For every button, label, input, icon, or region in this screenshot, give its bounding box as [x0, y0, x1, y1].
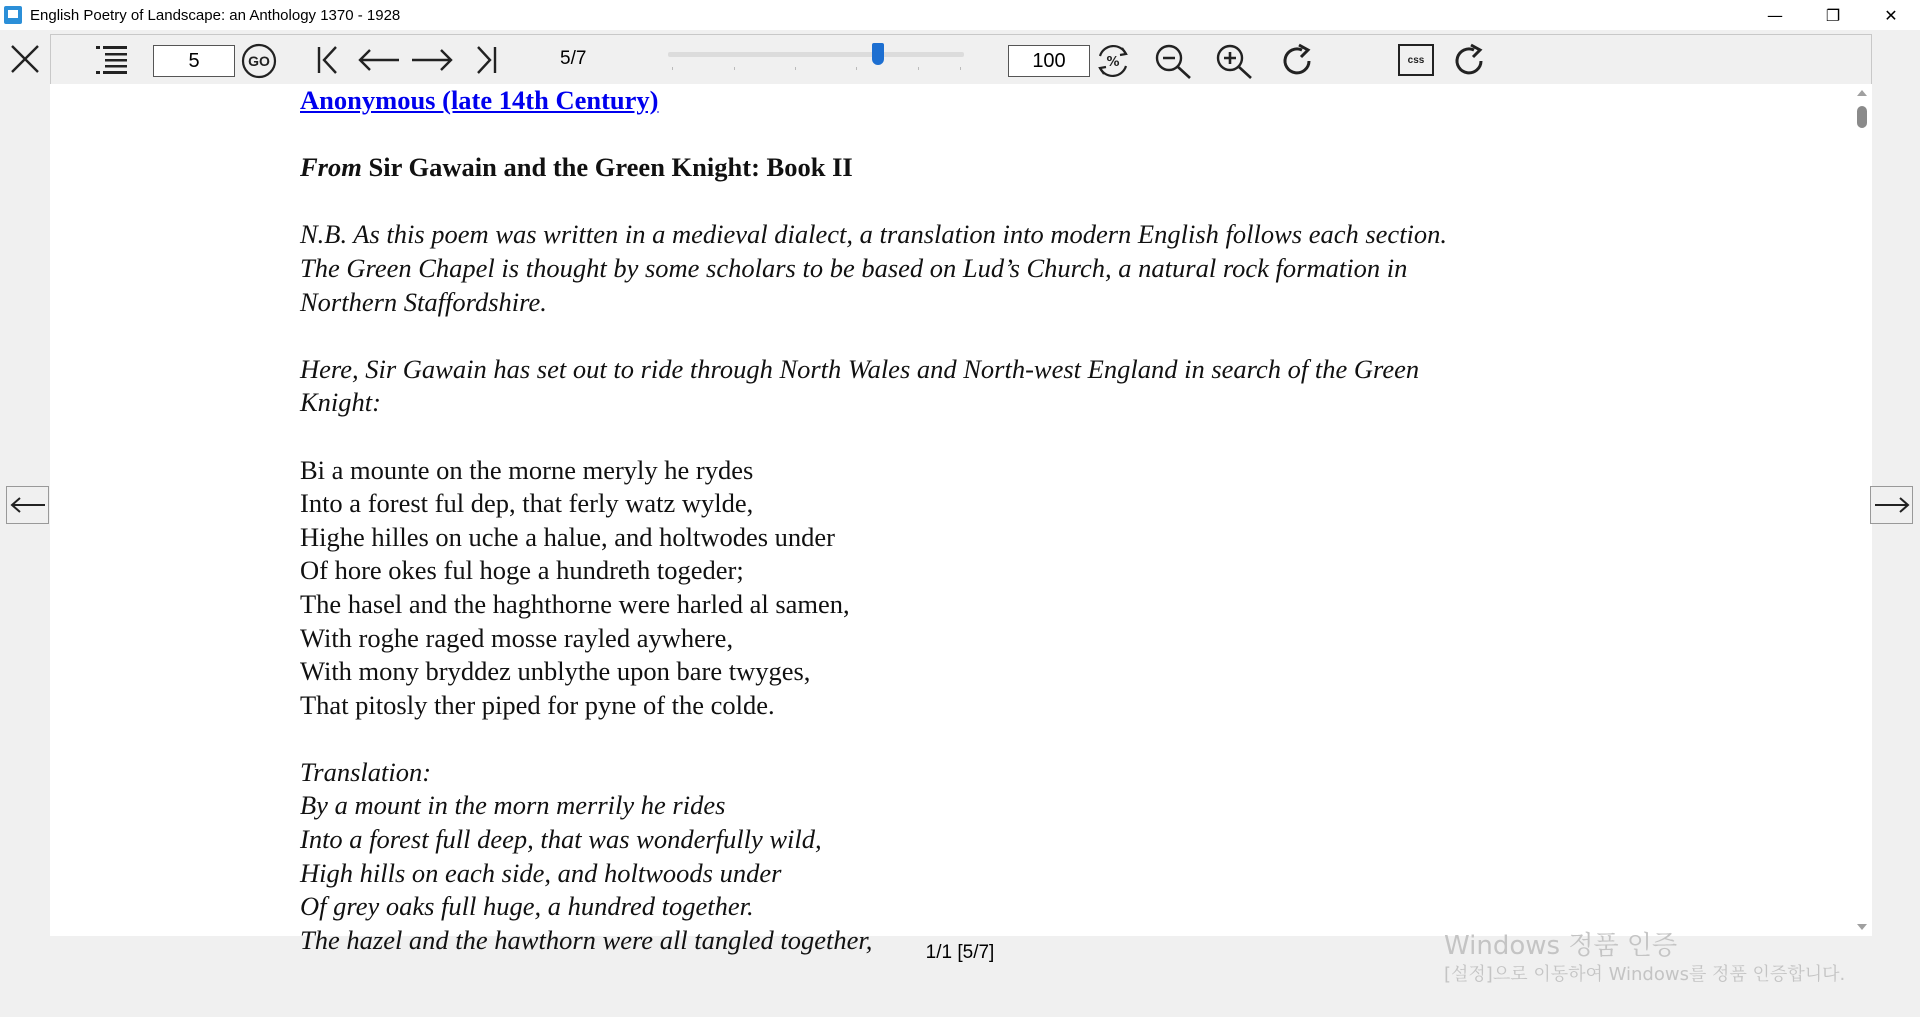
- poem-line: With roghe raged mosse rayled aywhere,: [300, 622, 734, 653]
- refresh-icon[interactable]: [1448, 42, 1490, 80]
- intro-line: Knight:: [300, 387, 381, 418]
- zoom-percent-icon[interactable]: [1093, 42, 1133, 80]
- app-icon: [4, 6, 22, 24]
- minimize-button[interactable]: —: [1767, 5, 1783, 25]
- window-title: English Poetry of Landscape: an Anthology 1370 - 1928: [30, 6, 401, 24]
- activation-watermark-title: Windows 정품 인증: [1444, 931, 1678, 961]
- next-icon[interactable]: [408, 43, 456, 77]
- rotate-icon[interactable]: [1276, 42, 1318, 80]
- poem-line: That pitosly ther piped for pyne of the colde.: [300, 689, 775, 720]
- slider-track[interactable]: [668, 52, 964, 57]
- title-bar: [0, 0, 1920, 30]
- activation-watermark-text: [설정]으로 이동하여 Windows를 정품 인증합니다.: [1444, 964, 1846, 985]
- note-line: Northern Staffordshire.: [300, 286, 547, 317]
- css-label: css: [1407, 54, 1425, 66]
- author-link[interactable]: Anonymous (late 14th Century): [300, 85, 659, 115]
- zoom-in-icon[interactable]: [1213, 42, 1255, 80]
- editor-note: [300, 218, 1630, 319]
- slider-tick: [672, 67, 673, 70]
- slider-tick: [856, 67, 857, 70]
- go-button[interactable]: [238, 43, 280, 79]
- poem-line: Of hore okes ful hoge a hundreth togeder;: [300, 555, 744, 586]
- left-arrow-icon: [9, 495, 47, 515]
- heading-title: Sir Gawain and the Green Knight: Book II: [361, 152, 853, 183]
- zoom-out-icon[interactable]: [1152, 42, 1194, 80]
- status-page-indicator: 1/1 [5/7]: [925, 942, 995, 963]
- toc-icon[interactable]: [92, 42, 132, 78]
- translation-line: The hazel and the hawthorn were all tangled together,: [300, 924, 873, 955]
- intro-line: Here, Sir Gawain has set out to ride through North Wales and North-west England in search of the Green: [300, 353, 1420, 384]
- poem-line: With mony bryddez unblythe upon bare twyges,: [300, 656, 811, 687]
- poem-line: The hasel and the haghthorne were harled al samen,: [300, 588, 850, 619]
- note-line: The Green Chapel is thought by some scholars to be based on Lud’s Church, a natural rock formation in: [300, 252, 1408, 283]
- css-button[interactable]: [1398, 44, 1434, 76]
- toolbar: [0, 34, 1920, 84]
- svg-text:%: %: [1106, 55, 1120, 70]
- prev-icon[interactable]: [355, 43, 403, 77]
- document-text: [300, 84, 1630, 957]
- go-label: GO: [248, 53, 270, 69]
- translation-line: Into a forest full deep, that was wonderfully wild,: [300, 824, 822, 855]
- prev-page-button[interactable]: [6, 486, 49, 524]
- slider-tick: [918, 67, 919, 70]
- next-page-button[interactable]: [1870, 486, 1913, 524]
- scroll-thumb[interactable]: [1857, 106, 1867, 128]
- slider-tick: [960, 67, 961, 70]
- slider-thumb[interactable]: [872, 43, 884, 65]
- note-line: N.B. As this poem was written in a medieval dialect, a translation into modern English follows each section.: [300, 219, 1448, 250]
- intro-note: [300, 353, 1630, 420]
- vertical-scrollbar[interactable]: [1852, 84, 1872, 936]
- translation-label: Translation:: [300, 756, 432, 787]
- slider-tick: [795, 67, 796, 70]
- poem-stanza: [300, 454, 1630, 723]
- page-number-input[interactable]: [153, 45, 235, 77]
- poem-heading: [300, 151, 1630, 185]
- slider-tick: [734, 67, 735, 70]
- poem-line: Bi a mounte on the morne meryly he rydes: [300, 454, 754, 485]
- window-close-button[interactable]: ✕: [1884, 5, 1898, 25]
- right-arrow-icon: [1873, 495, 1911, 515]
- translation-stanza: [300, 789, 1630, 957]
- heading-from: From: [300, 152, 362, 183]
- translation-line: High hills on each side, and holtwoods under: [300, 857, 782, 888]
- scroll-down-arrow[interactable]: [1857, 924, 1867, 930]
- zoom-input[interactable]: [1008, 45, 1090, 77]
- last-page-icon[interactable]: [468, 43, 502, 77]
- page-count: 5/7: [560, 48, 587, 69]
- restore-button[interactable]: ❐: [1825, 5, 1841, 25]
- scroll-up-arrow[interactable]: [1857, 90, 1867, 96]
- poem-line: Into a forest ful dep, that ferly watz wylde,: [300, 488, 754, 519]
- poem-line: Highe hilles on uche a halue, and holtwodes under: [300, 521, 836, 552]
- first-page-icon[interactable]: [312, 43, 346, 77]
- translation-line: Of grey oaks full huge, a hundred together.: [300, 891, 754, 922]
- close-icon[interactable]: [6, 40, 44, 78]
- translation-line: By a mount in the morn merrily he rides: [300, 790, 726, 821]
